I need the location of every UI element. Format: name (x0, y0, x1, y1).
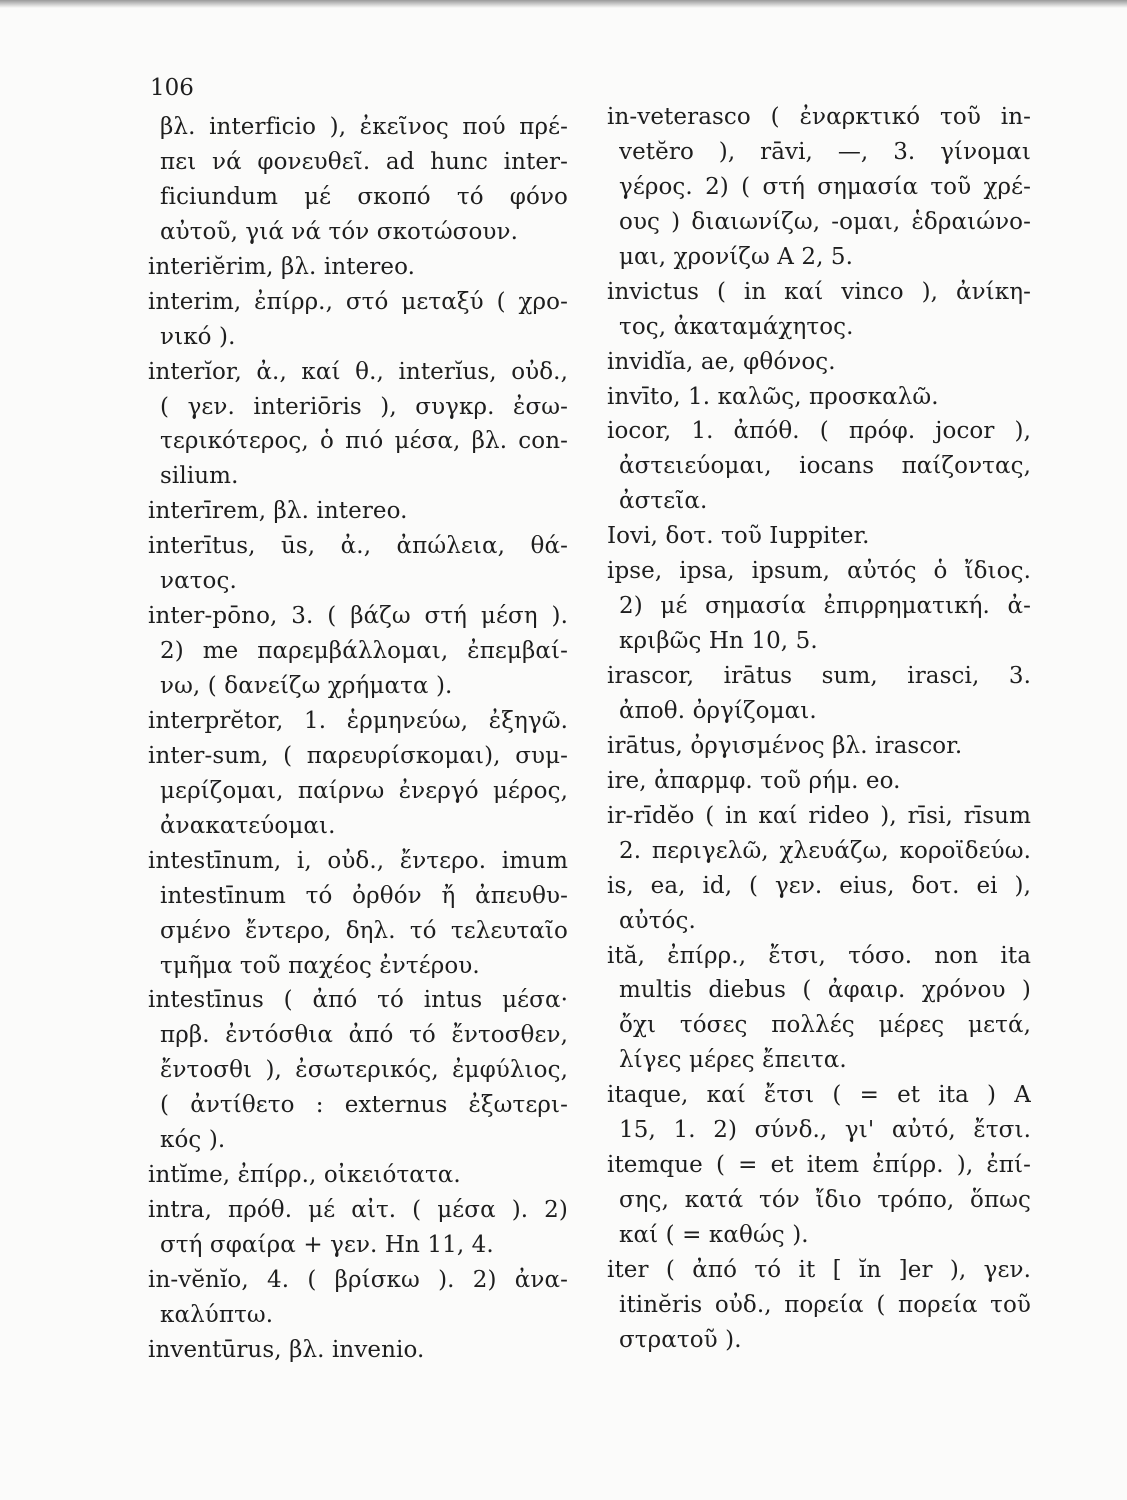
right-column-line: ipse, ipsa, ipsum, αὐτός ὁ ἴδιος. (607, 558, 1031, 585)
left-column-line: τμῆμα τοῦ παχέος ἐντέρου. (160, 952, 480, 979)
left-column-line: ( γεν. interiōris ), συγκρ. ἐσω- (160, 393, 568, 420)
left-column-line: νατος. (160, 568, 237, 595)
right-column-line: 2. περιγελῶ, χλευάζω, κοροϊδεύω. (619, 837, 1031, 864)
right-column-line: irātus, ὀργισμένος βλ. irascor. (607, 732, 963, 759)
left-column-line: 2) me παρεμβάλλομαι, ἐπεμβαί- (160, 638, 568, 665)
left-column-line: αὐτοῦ, γιά νά τόν σκοτώσουν. (160, 218, 519, 245)
left-column-line: ( ἀντίθετο : externus ἐξωτερι- (160, 1092, 568, 1119)
right-column-line: invictus ( in καί vinco ), ἀνίκη- (607, 278, 1031, 305)
left-column-line: intestīnus ( ἀπό τό intus μέσα· (148, 987, 568, 1014)
left-column-line: interītus, ūs, ἀ., ἀπώλεια, θά- (148, 533, 568, 560)
right-column-line: iocor, 1. ἀπόθ. ( πρόφ. jocor ), (607, 418, 1031, 445)
left-column-line: inventūrus, βλ. invenio. (148, 1336, 425, 1363)
left-column-line: silium. (160, 463, 239, 490)
right-column-line: κριβῶς Hn 10, 5. (619, 628, 818, 655)
left-column-line: τερικότερος, ὁ πιό μέσα, βλ. con- (160, 428, 568, 455)
right-column-line: καί ( = καθώς ). (619, 1222, 809, 1248)
left-column-line: πρβ. ἐντόσθια ἀπό τό ἔντοσθεν, (160, 1022, 568, 1049)
left-column-line: στή σφαίρα + γεν. Hn 11, 4. (160, 1232, 494, 1258)
right-column-line: ire, ἀπαρμφ. τοῦ ρήμ. eo. (607, 767, 901, 794)
left-column-line: inter-pōno, 3. ( βάζω στή μέση ). (148, 603, 568, 630)
left-column-line: interprĕtor, 1. ἑρμηνεύω, ἐξηγῶ. (148, 707, 568, 734)
scan-edge-shadow (0, 0, 1127, 8)
left-column-line: μερίζομαι, παίρνω ἐνεργό μέρος, (160, 777, 568, 804)
left-column-line: ficiundum μέ σκοπό τό φόνο (160, 183, 568, 210)
right-column-line: itinĕris οὐδ., πορεία ( πορεία τοῦ (619, 1291, 1031, 1318)
left-column-line: πει νά φονευθεῖ. ad hunc inter- (160, 148, 568, 175)
right-column-line: 15, 1. 2) σύνδ., γι' αὐτό, ἔτσι. (619, 1117, 1031, 1144)
left-column-line: κός ). (160, 1127, 226, 1154)
right-column-line: τος, ἀκαταμάχητος. (619, 313, 854, 340)
left-column-line: inter-sum, ( παρευρίσκομαι), συμ- (148, 742, 568, 769)
right-column-line: invidĭa, ae, φθόνος. (607, 348, 836, 375)
left-column-line: ἀνακατεύομαι. (160, 812, 336, 839)
right-column-line: ir-rīdĕo ( in καί rideo ), rīsi, rīsum (607, 802, 1031, 829)
right-column-line: iter ( ἀπό τό it [ ĭn ]er ), γεν. (607, 1256, 1031, 1283)
right-column-line: ὄχι τόσες πολλές μέρες μετά, (619, 1012, 1031, 1039)
left-column-line: intestīnum, i, οὐδ., ἔντερο. imum (148, 847, 568, 874)
left-column (148, 110, 568, 1368)
right-column-line: itemque ( = et item ἐπίρρ. ), ἐπί- (607, 1152, 1031, 1179)
right-column-line: itaque, καί ἔτσι ( = et ita ) A (607, 1082, 1031, 1109)
left-column-line: νω, ( δανείζω χρήματα ). (160, 673, 453, 699)
right-column-line: ită, ἐπίρρ., ἔτσι, τόσο. non ita (607, 942, 1031, 969)
left-column-line: intestīnum τό ὀρθόν ἤ ἀπευθυ- (160, 882, 568, 909)
left-column-line: καλύπτω. (160, 1301, 274, 1328)
left-column-line: σμένο ἔντερο, δηλ. τό τελευταῖο (160, 917, 568, 944)
right-column-line: μαι, χρονίζω A 2, 5. (619, 243, 854, 270)
right-column (607, 100, 1031, 1358)
left-column-line: interĭor, ἀ., καί θ., interĭus, οὐδ., (148, 358, 568, 385)
right-column-line: is, ea, id, ( γεν. eius, δοτ. ei ), (607, 872, 1031, 899)
left-column-line: intĭme, ἐπίρρ., οἰκειότατα. (148, 1162, 461, 1189)
right-column-line: ἀστεῖα. (619, 488, 708, 515)
left-column-line: in-vĕnĭo, 4. ( βρίσκω ). 2) ἀνα- (148, 1266, 568, 1293)
right-column-line: γέρος. 2) ( στή σημασία τοῦ χρέ- (619, 173, 1031, 200)
right-column-line: 2) μέ σημασία ἐπιρρηματική. ἀ- (619, 593, 1031, 620)
left-column-line: νικό ). (160, 323, 236, 350)
right-column-line: invīto, 1. καλῶς, προσκαλῶ. (607, 383, 939, 410)
right-column-line: multis diebus ( ἀφαιρ. χρόνου ) (619, 977, 1031, 1004)
left-column-line: intra, πρόθ. μέ αἰτ. ( μέσα ). 2) (148, 1197, 568, 1224)
right-column-line: irascor, irātus sum, irasci, 3. (607, 663, 1031, 689)
right-column-line: in-veterasco ( ἐναρκτικό τοῦ in- (607, 104, 1031, 130)
right-column-line: ους ) διαιωνίζω, -ομαι, ἑδραιώνο- (619, 208, 1031, 235)
right-column-line: σης, κατά τόν ἴδιο τρόπο, ὅπως (619, 1187, 1031, 1214)
right-column-line: λίγες μέρες ἔπειτα. (619, 1047, 847, 1074)
page-number: 106 (150, 75, 194, 101)
left-column-line: interīrem, βλ. intereo. (148, 498, 408, 525)
right-column-line: Iovi, δοτ. τοῦ Iuppiter. (607, 523, 870, 550)
right-column-line: αὐτός. (619, 907, 696, 934)
right-column-line: στρατοῦ ). (619, 1326, 742, 1353)
left-column-line: interim, ἐπίρρ., στό μεταξύ ( χρο- (148, 288, 568, 315)
left-column-line: βλ. interficio ), ἐκεῖνος πού πρέ- (160, 114, 568, 140)
left-column-line: ἔντοσθι ), ἐσωτερικός, ἐμφύλιος, (160, 1057, 568, 1084)
right-column-line: ἀστειεύομαι, iocans παίζοντας, (619, 453, 1031, 480)
right-column-line: ἀποθ. ὀργίζομαι. (619, 697, 817, 724)
right-column-line: vetĕro ), rāvi, —, 3. γίνομαι (619, 138, 1031, 165)
left-column-line: interiĕrim, βλ. intereo. (148, 253, 416, 280)
